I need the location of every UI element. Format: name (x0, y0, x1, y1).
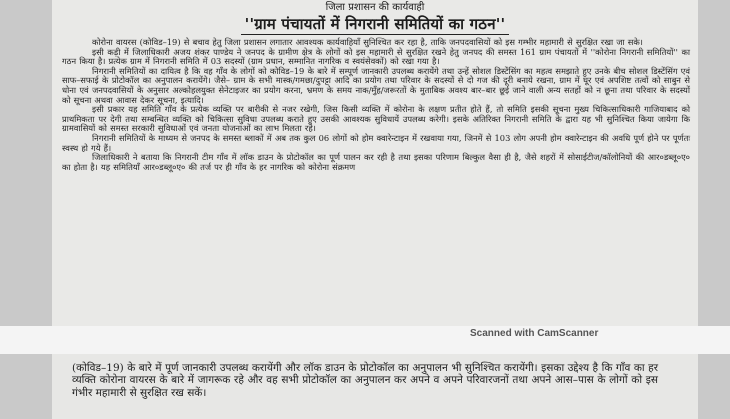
scanned-page-top (52, 0, 698, 326)
paragraph: इसी कड़ी में जिलाधिकारी अजय शंकर पाण्डेय ने जनपद के ग्रामीण क्षेत्र के लोगों को इस महामारी से सुरक्षित रखने हेतु जनपद की समस्त 161 ग्राम पंचायतों में ''कोरोना निगरानी समितियों'' का गठन किया है। प्रत्येक ग्राम में निगरानी समिति में 03 सदस्यों (ग्राम प्रधान, सम्मानित नागरिक व स्वयंसेवकों) को रखा गया है। (62, 46, 690, 67)
bottom-paragraph: (कोविड–19) के बारे में पूर्ण जानकारी उपलब्ध करायेंगी और लॉक डाउन के प्रोटोकॉल का अनुपालन भी सुनिश्चित करायेंगी। इसका उद्देश्य है कि गाँव का हर व्यक्ति कोरोना वायरस के बारे में जागरूक रहे और वह सभी प्रोटोकॉल का अनुपालन कर अपने व अपने परिवारजनों तथा अपने आस–पास के लोगों को इस गंभीर महामारी से सुरक्षित रख सकें। (72, 362, 658, 399)
document-title-text: ''ग्राम पंचायतों में निगरानी समितियों का गठन'' (241, 15, 510, 35)
paragraph: जिलाधिकारी ने बताया कि निगरानी टीम गाँव में लॉक डाउन के प्रोटोकॉल का पूर्ण पालन कर रही है तथा इसका परिणाम बिल्कुल वैसा ही है, जैसे शहरों में सोसाईटीज/कॉलोनियों की आर०डब्लू०ए० का होता है। यह समितियाँ आर०डब्लू०ए० की तर्ज पर ही गाँव के हर नागरिक को कोरोना संक्रमण (62, 152, 690, 172)
paragraph: निगरानी समितियों के माध्यम से जनपद के समस्त ब्लाकों में अब तक कुल 06 लोगों को होम क्वारेन्टाइन में रखवाया गया, जिनमें से 103 लोग अपनी होम क्वारेन्टाइन की अवधि पूर्ण होने पर पूर्णतः स्वस्थ हो गये हैं। (62, 132, 690, 153)
camscanner-watermark: Scanned with CamScanner (470, 328, 599, 339)
document-header: जिला प्रशासन की कार्यवाही (325, 2, 425, 13)
paragraph: इसी प्रकार यह समिति गाँव के प्रत्येक व्यक्ति पर बारीकी से नजर रखेगी, जिस किसी व्यक्ति में कोरोना के लक्षण प्रतीत होते हैं, तो समिति इसकी सूचना मुख्य चिकित्साधिकारी गाजियाबाद को प्राथमिकता पर देगी तथा सम्बन्धित व्यक्ति को चिकित्सा सुविधा उपलब्ध कराते हुए उसकी आवश्यक सुविधायें उपलब्ध करेगी। इसके अतिरिक्त निगरानी समिति के द्वारा यह भी सुनिश्चित किया जायेगा कि ग्रामवासियों को समस्त सरकारी सुविधाओं एवं जनता योजनाओं का लाभ मिलता रहे। (62, 104, 690, 134)
document-title (52, 15, 698, 35)
page-gap (0, 326, 730, 354)
scanned-page-bottom (52, 354, 698, 419)
paragraph: कोरोना वायरस (कोविड–19) से बचाव हेतु जिला प्रशासन लगातार आवश्यक कार्यवाहियाँ सुनिश्चित कर रहा है, ताकि जनपदवासियों को इस गम्भीर महामारी से सुरक्षित रखा जा सके। (92, 37, 643, 47)
paragraph: निगरानी समितियों का दायित्व है कि वह गाँव के लोगों को कोविड–19 के बारे में सम्पूर्ण जानकारी उपलब्ध करायेंगे तथा उन्हें सोशल डिस्टेंसिंग का महत्व समझाते हुए उनके बीच सोशल डिस्टेंसिंग एवं साफ–सफाई के प्रोटोकॉल का अनुपालन करायेंगे। जैसे– ग्राम के सभी मास्क/गमछा/दुपट्टा आदि का प्रयोग तथा परिवार के सदस्यों से दो गज की दूरी बनाये रखना, ग्राम में घूर एवं अपशिष्ट तत्वों को साबुन से धोना एवं जनपदवासियों के अनुसार अल्कोहलयुक्त सेनेटाइजर का प्रयोग करना, भ्रमण के समय नाक/मुँह/जरूरतों के मुताबिक अवश्य बार–बार छूई जाने वाली अन्य सतहों को न छूना तथा परिवार के सदस्यों को सूचना अथवा आवास देकर सूचना, इत्यादि। (62, 65, 690, 105)
